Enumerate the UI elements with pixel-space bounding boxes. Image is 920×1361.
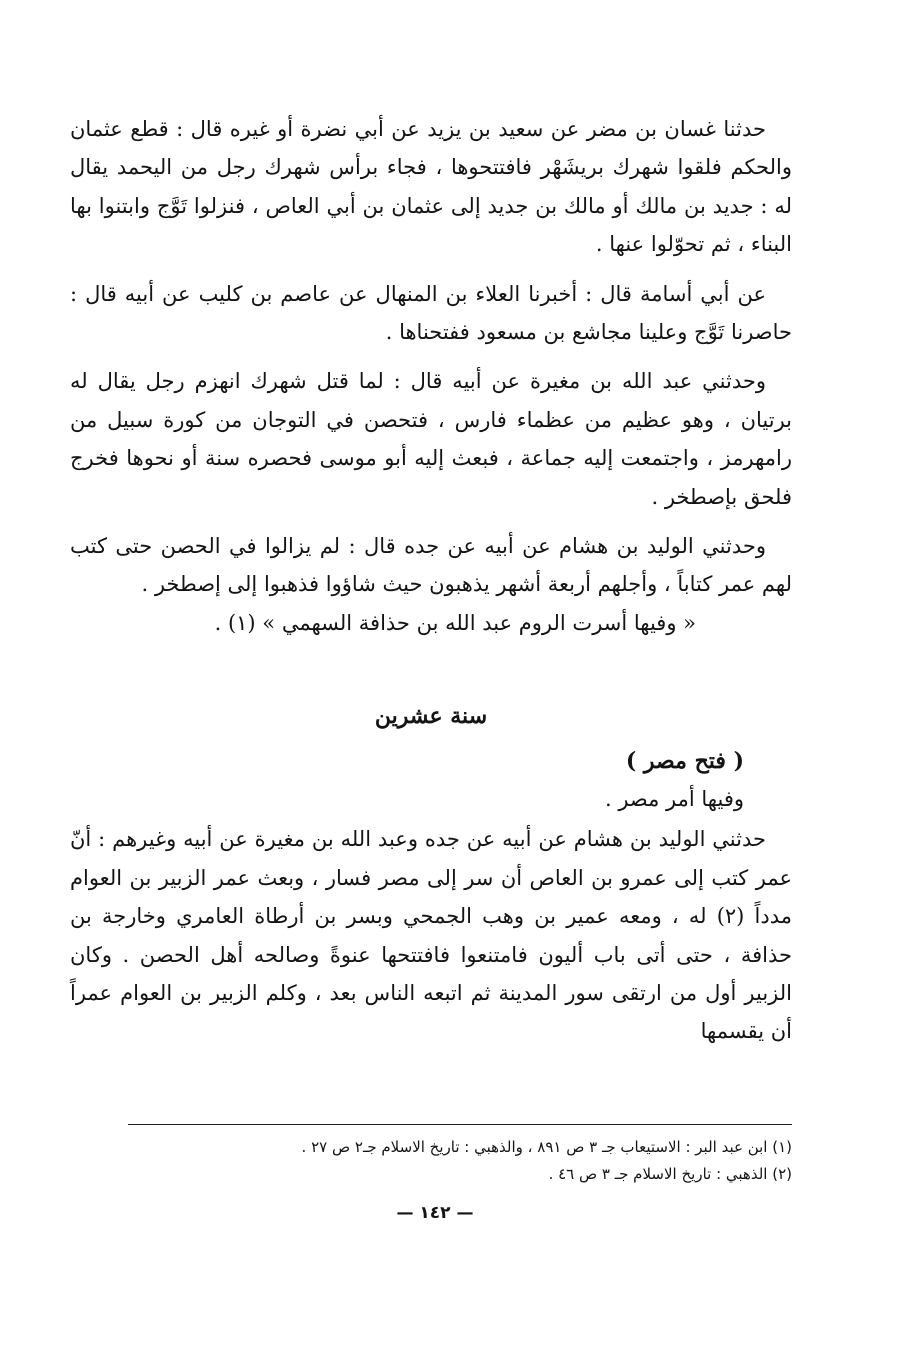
paragraph-abu-usama: عن أبي أسامة قال : أخبرنا العلاء بن المنهال عن عاصم بن كليب عن أبيه قال : حاصرنا تَوَّج وعلينا مجاشع بن مسعود ففتحناها .: [70, 281, 792, 345]
footnotes: [128, 1134, 792, 1188]
section-title: سنة عشرين: [374, 703, 488, 730]
footnote-divider: [128, 1124, 792, 1125]
paragraph-walid-hisham: وحدثني الوليد بن هشام عن أبيه عن جده قال : لم يزالوا في الحصن حتى كتب لهم عمر كتاباً ، وأجلهم أربعة أشهر يذهبون حيث شاؤوا فذهبوا إلى إصطخر .: [70, 534, 792, 597]
page-body: [70, 110, 792, 1062]
footnote-1: (١) ابن عبد البر : الاستيعاب جـ ٣ ص ٨٩١ ، والذهبي : تاريخ الاسلام جـ٢ ص ٢٧ .: [301, 1138, 792, 1156]
intro-line: وفيها أمر مصر .: [604, 787, 744, 812]
page-number: — ١٤٢ —: [396, 1203, 474, 1223]
paragraph-abdullah-mughira: وحدثني عبد الله بن مغيرة عن أبيه قال : لما قتل شهرك انهزم رجل يقال له برتيان ، وهو عظيم من عظماء فارس ، فتحصن في التوجان من كورة سبيل من رامهرمز ، واجتمعت إليه جماعة ، فبعث إليه أبو موسى فحصره سنة أو نحوها فخرج فلحق بإصطخر .: [70, 369, 792, 509]
chapter-subtitle: ( فتح مصر ): [625, 748, 744, 775]
quote-abdullah-hudhafa: « وفيها أسرت الروم عبد الله بن حذافة السهمي » (١) .: [214, 610, 696, 635]
footnote-2: (٢) الذهبي : تاريخ الاسلام جـ ٣ ص ٤٦ .: [548, 1165, 792, 1183]
paragraph-ghassan: حدثنا غسان بن مضر عن سعيد بن يزيد عن أبي نضرة أو غيره قال : قطع عثمان والحكم فلقوا شهرك بريشَهْر فافتتحوها ، فجاء برأس شهرك رجل من اليحمد يقال له : جديد بن مالك أو مالك بن جديد إلى عثمان بن أبي العاص ، فنزلوا تَوَّج وابتنوا بها البناء ، ثم تحوّلوا عنها .: [70, 117, 792, 257]
paragraph-egypt-conquest: حدثني الوليد بن هشام عن أبيه عن جده وعبد الله بن مغيرة عن أبيه وغيرهم : أنّ عمر كتب إلى عمرو بن العاص أن سر إلى مصر فسار ، وبعث عمر الزبير بن العوام مدداً (٢) له ، ومعه عمير بن وهب الجمحي وبسر بن أرطاة العامري وخارجة بن حذافة ، حتى أتى باب أليون فامتنعوا فافتتحها عنوةً وصالحه أهل الحصن . وكان الزبير أول من ارتقى سور المدينة ثم اتبعه الناس بعد ، وكلم الزبير بن العوام عمراً أن يقسمها: [70, 827, 792, 1044]
